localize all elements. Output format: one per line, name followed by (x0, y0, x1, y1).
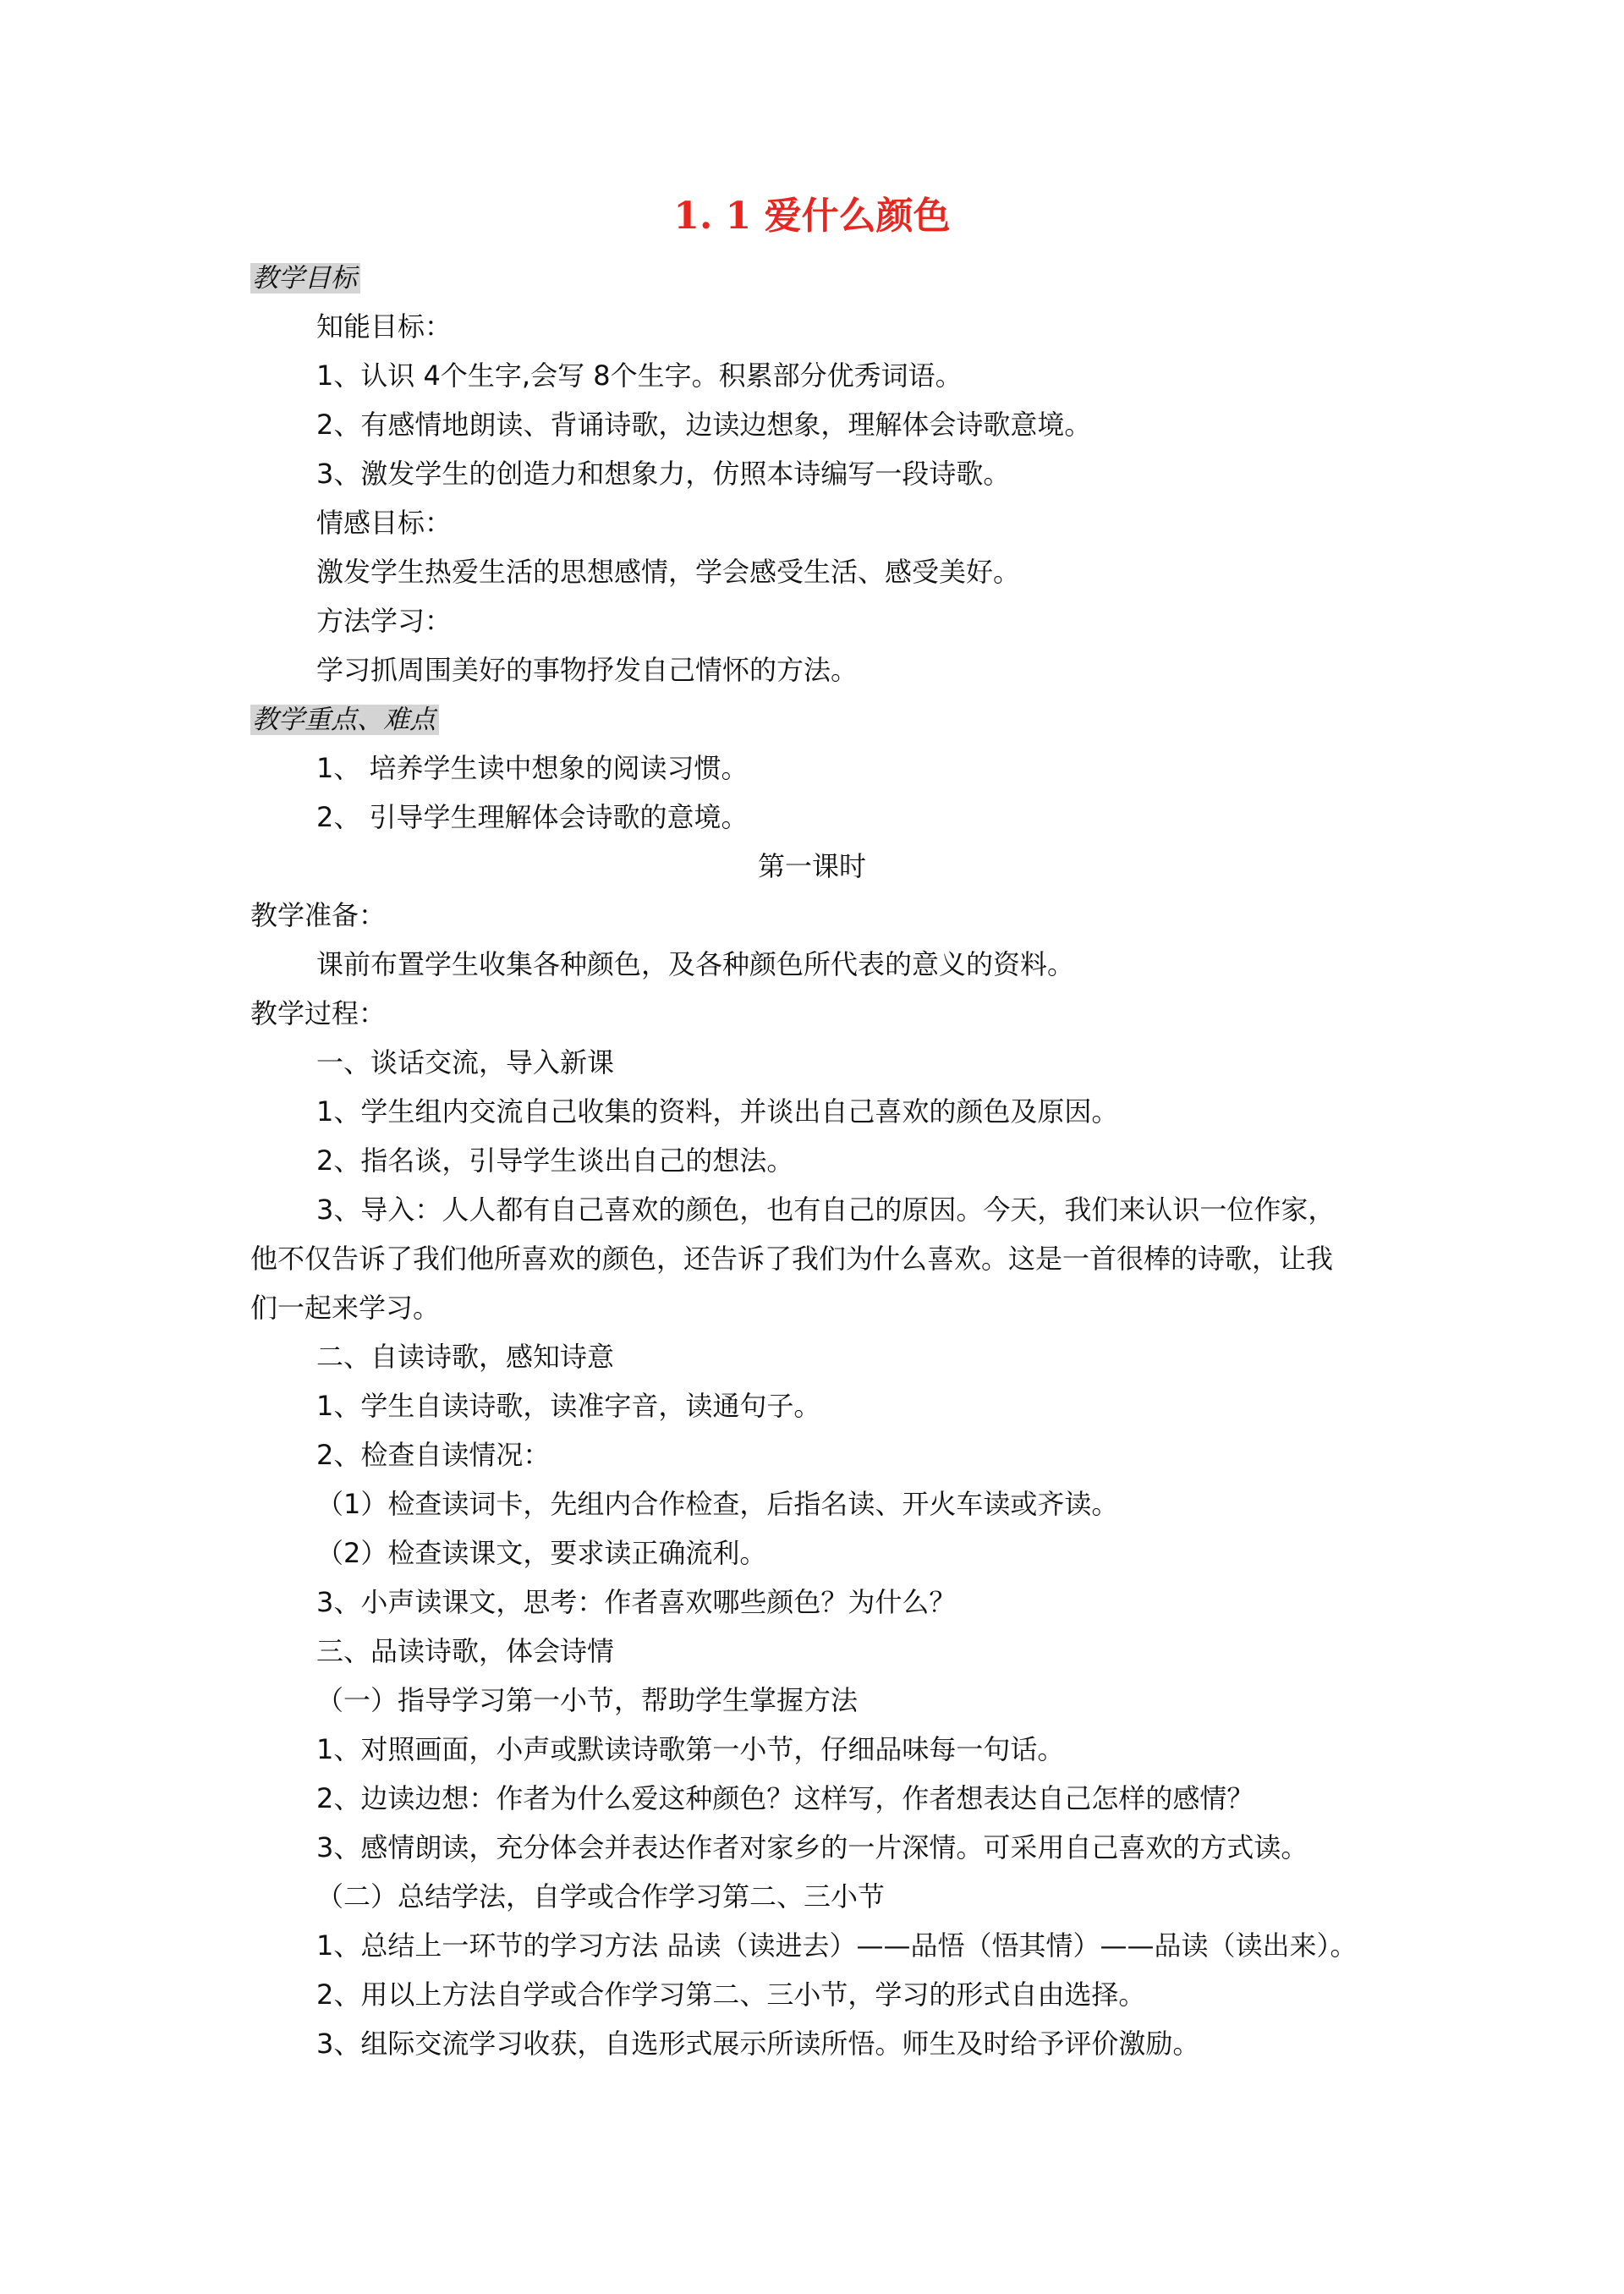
paragraph-line: 教学准备： (250, 899, 387, 931)
paragraph-line: 1、总结上一环节的学习方法 品读（读进去）——品悟（悟其情）——品读（读出来）。 (316, 1929, 1358, 1962)
paragraph-line: 课前布置学生收集各种颜色，及各种颜色所代表的意义的资料。 (316, 948, 1075, 980)
paragraph-line: 他不仅告诉了我们他所喜欢的颜色，还告诉了我们为什么喜欢。这是一首很棒的诗歌，让我 (250, 1243, 1334, 1275)
paragraph-line: 学习抓周围美好的事物抒发自己情怀的方法。 (316, 654, 859, 686)
paragraph-line: 2、 引导学生理解体会诗歌的意境。 (316, 801, 749, 833)
paragraph-line: 3、激发学生的创造力和想象力，仿照本诗编写一段诗歌。 (316, 458, 1011, 490)
paragraph-line: 1、学生组内交流自己收集的资料，并谈出自己喜欢的颜色及原因。 (316, 1095, 1119, 1128)
paragraph-line: 3、感情朗读，充分体会并表达作者对家乡的一片深情。可采用自己喜欢的方式读。 (316, 1831, 1309, 1863)
paragraph-line: 3、组际交流学习收获，自选形式展示所读所悟。师生及时给予评价激励。 (316, 2028, 1200, 2060)
section-heading-key-points: 教学重点、难点 (250, 700, 439, 738)
paragraph-line: 方法学习： (316, 605, 453, 637)
paragraph-line: 1、认识 4个生字,会写 8个生字。积累部分优秀词语。 (316, 359, 963, 392)
paragraph-line: （2）检查读课文，要求读正确流利。 (316, 1537, 767, 1569)
paragraph-line: 三、品读诗歌，体会诗情 (316, 1635, 615, 1667)
paragraph-line: 1、学生自读诗歌，读准字音，读通句子。 (316, 1390, 821, 1422)
section-heading-teaching-goals: 教学目标 (250, 259, 360, 296)
paragraph-line: （1）检查读词卡，先组内合作检查，后指名读、开火车读或齐读。 (316, 1488, 1119, 1520)
paragraph-line: 情感目标： (316, 507, 453, 539)
paragraph-line: 2、用以上方法自学或合作学习第二、三小节，学习的形式自由选择。 (316, 1978, 1146, 2011)
paragraph-line: 2、检查自读情况： (316, 1439, 551, 1471)
paragraph-line: 3、导入：人人都有自己喜欢的颜色，也有自己的原因。今天，我们来认识一位作家， (316, 1194, 1336, 1226)
paragraph-line: 3、小声读课文，思考：作者喜欢哪些颜色？为什么？ (316, 1586, 957, 1618)
paragraph-line: 2、有感情地朗读、背诵诗歌，边读边想象，理解体会诗歌意境。 (316, 409, 1092, 441)
paragraph-line: （一）指导学习第一小节，帮助学生掌握方法 (316, 1684, 859, 1716)
lesson-heading: 第一课时 (757, 850, 866, 882)
paragraph-line: 教学过程： (250, 997, 387, 1029)
paragraph-line: 二、自读诗歌，感知诗意 (316, 1341, 615, 1373)
paragraph-line: 2、指名谈，引导学生谈出自己的想法。 (316, 1144, 794, 1177)
paragraph-line: 知能目标： (316, 310, 453, 343)
paragraph-line: 1、对照画面，小声或默读诗歌第一小节，仔细品味每一句话。 (316, 1733, 1065, 1765)
document-title: 1. 1 爱什么颜色 (673, 195, 951, 238)
paragraph-line: 激发学生热爱生活的思想感情，学会感受生活、感受美好。 (316, 556, 1021, 588)
paragraph-line: 一、谈话交流，导入新课 (316, 1046, 615, 1078)
paragraph-line: 们一起来学习。 (250, 1292, 441, 1324)
paragraph-line: （二）总结学法，自学或合作学习第二、三小节 (316, 1880, 886, 1913)
paragraph-line: 2、边读边想：作者为什么爱这种颜色？这样写，作者想表达自己怎样的感情？ (316, 1782, 1254, 1814)
paragraph-line: 1、 培养学生读中想象的阅读习惯。 (316, 752, 749, 784)
